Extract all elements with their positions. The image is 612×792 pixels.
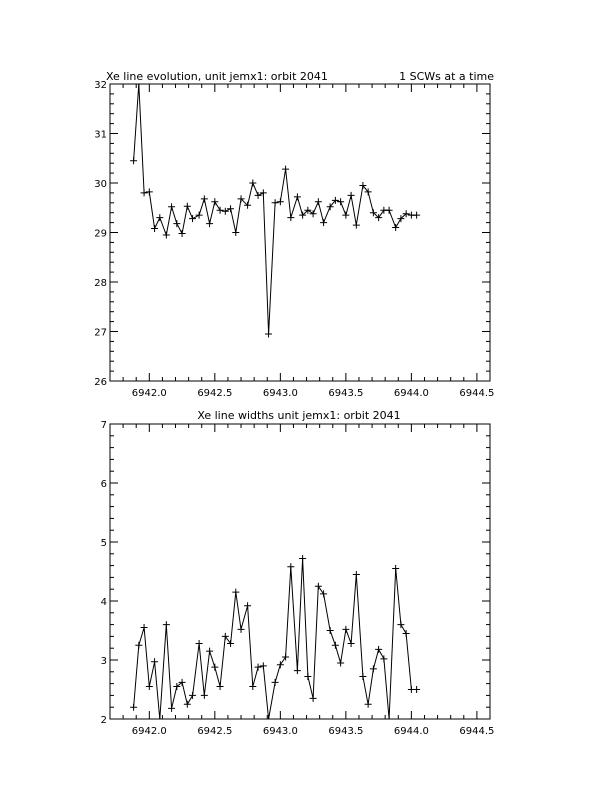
data-point-marker: [413, 212, 420, 219]
data-point-marker: [211, 198, 218, 205]
data-point-marker: [294, 193, 301, 200]
data-point-marker: [353, 222, 360, 229]
data-point-marker: [255, 664, 262, 671]
data-point-marker: [282, 654, 289, 661]
data-point-marker: [348, 192, 355, 199]
data-point-marker: [163, 621, 170, 628]
x-tick-label: 6943.0: [262, 388, 298, 399]
chart-title: Xe line widths unit jemx1: orbit 2041: [197, 409, 401, 422]
data-point-marker: [217, 683, 224, 690]
data-point-marker: [222, 633, 229, 640]
data-point-marker: [342, 626, 349, 633]
x-tick-label: 6944.5: [459, 388, 495, 399]
x-tick-label: 6943.5: [328, 388, 364, 399]
series-line: [134, 559, 417, 720]
data-point-marker: [277, 198, 284, 205]
data-point-marker: [342, 212, 349, 219]
data-point-marker: [232, 589, 239, 596]
data-point-marker: [184, 203, 191, 210]
y-tick-label: 29: [94, 228, 107, 240]
y-tick-label: 32: [94, 80, 107, 91]
data-point-marker: [365, 701, 372, 708]
data-point-marker: [227, 640, 234, 647]
data-point-marker: [315, 583, 322, 590]
x-tick-label: 6943.0: [262, 726, 298, 737]
data-point-marker: [392, 224, 399, 231]
data-point-marker: [201, 692, 208, 699]
x-tick-label: 6944.0: [393, 726, 429, 737]
data-point-marker: [196, 640, 203, 647]
data-point-marker: [206, 648, 213, 655]
data-point-marker: [403, 630, 410, 637]
data-point-marker: [310, 695, 317, 702]
data-point-marker: [211, 664, 218, 671]
data-point-marker: [310, 210, 317, 217]
chart-annotation: 1 SCWs at a time: [399, 70, 494, 83]
y-tick-label: 5: [100, 538, 107, 549]
data-point-marker: [168, 203, 175, 210]
data-point-marker: [141, 189, 148, 196]
data-point-marker: [249, 683, 256, 690]
plot-frame: [110, 424, 490, 719]
data-point-marker: [359, 673, 366, 680]
data-point-marker: [189, 692, 196, 699]
x-tick-label: 6942.5: [197, 726, 233, 737]
data-point-marker: [353, 571, 360, 578]
x-tick-label: 6944.5: [459, 726, 495, 737]
data-point-marker: [413, 686, 420, 693]
data-point-marker: [260, 662, 267, 669]
data-point-marker: [294, 667, 301, 674]
data-point-marker: [206, 220, 213, 227]
data-point-marker: [332, 642, 339, 649]
series-line: [134, 84, 417, 334]
data-point-marker: [146, 683, 153, 690]
data-point-marker: [287, 214, 294, 221]
y-tick-label: 6: [100, 479, 107, 490]
y-tick-label: 2: [100, 715, 107, 726]
data-point-marker: [320, 219, 327, 226]
data-point-marker: [217, 207, 224, 214]
x-tick-label: 6942.0: [131, 388, 167, 399]
data-point-marker: [315, 198, 322, 205]
data-point-marker: [282, 166, 289, 173]
data-point-marker: [196, 212, 203, 219]
data-point-marker: [304, 673, 311, 680]
data-point-marker: [146, 188, 153, 195]
data-point-marker: [135, 642, 142, 649]
data-point-marker: [141, 624, 148, 631]
x-tick-label: 6943.5: [328, 726, 364, 737]
chart-title: Xe line evolution, unit jemx1: orbit 2041: [106, 70, 328, 83]
data-point-marker: [156, 214, 163, 221]
data-point-marker: [337, 198, 344, 205]
data-point-marker: [327, 627, 334, 634]
chart-xe-line-widths: [101, 409, 495, 737]
data-point-marker: [173, 220, 180, 227]
data-point-marker: [386, 716, 393, 723]
x-tick-label: 6944.0: [393, 388, 429, 399]
data-point-marker: [189, 215, 196, 222]
data-point-marker: [151, 225, 158, 232]
y-tick-label: 30: [94, 179, 107, 190]
y-tick-label: 27: [94, 327, 107, 339]
data-point-marker: [272, 679, 279, 686]
data-point-marker: [265, 716, 272, 723]
data-point-marker: [380, 655, 387, 662]
data-point-marker: [168, 705, 175, 712]
y-tick-label: 4: [100, 597, 107, 608]
data-point-marker: [238, 626, 245, 633]
data-point-marker: [392, 565, 399, 572]
data-point-marker: [201, 195, 208, 202]
data-point-marker: [375, 646, 382, 653]
x-tick-label: 6942.0: [131, 726, 167, 737]
data-point-marker: [130, 704, 137, 711]
y-tick-label: 28: [94, 278, 107, 289]
data-point-marker: [337, 659, 344, 666]
data-point-marker: [320, 590, 327, 597]
y-tick-label: 31: [94, 129, 107, 141]
data-point-marker: [184, 701, 191, 708]
data-point-marker: [232, 229, 239, 236]
y-tick-label: 26: [94, 377, 107, 388]
data-point-marker: [179, 230, 186, 237]
data-point-marker: [265, 330, 272, 337]
data-point-marker: [244, 602, 251, 609]
data-point-marker: [299, 555, 306, 562]
data-point-marker: [348, 640, 355, 647]
y-tick-label: 3: [100, 656, 107, 667]
data-point-marker: [130, 157, 137, 164]
data-point-marker: [151, 658, 158, 665]
y-tick-label: 7: [100, 420, 107, 431]
chart-xe-line-evolution: [94, 70, 494, 399]
data-point-marker: [249, 180, 256, 187]
data-point-marker: [287, 563, 294, 570]
data-point-marker: [397, 621, 404, 628]
data-point-marker: [277, 661, 284, 668]
data-point-marker: [370, 665, 377, 672]
x-tick-label: 6942.5: [197, 388, 233, 399]
data-point-marker: [386, 207, 393, 214]
data-point-marker: [272, 199, 279, 206]
data-point-marker: [163, 231, 170, 238]
